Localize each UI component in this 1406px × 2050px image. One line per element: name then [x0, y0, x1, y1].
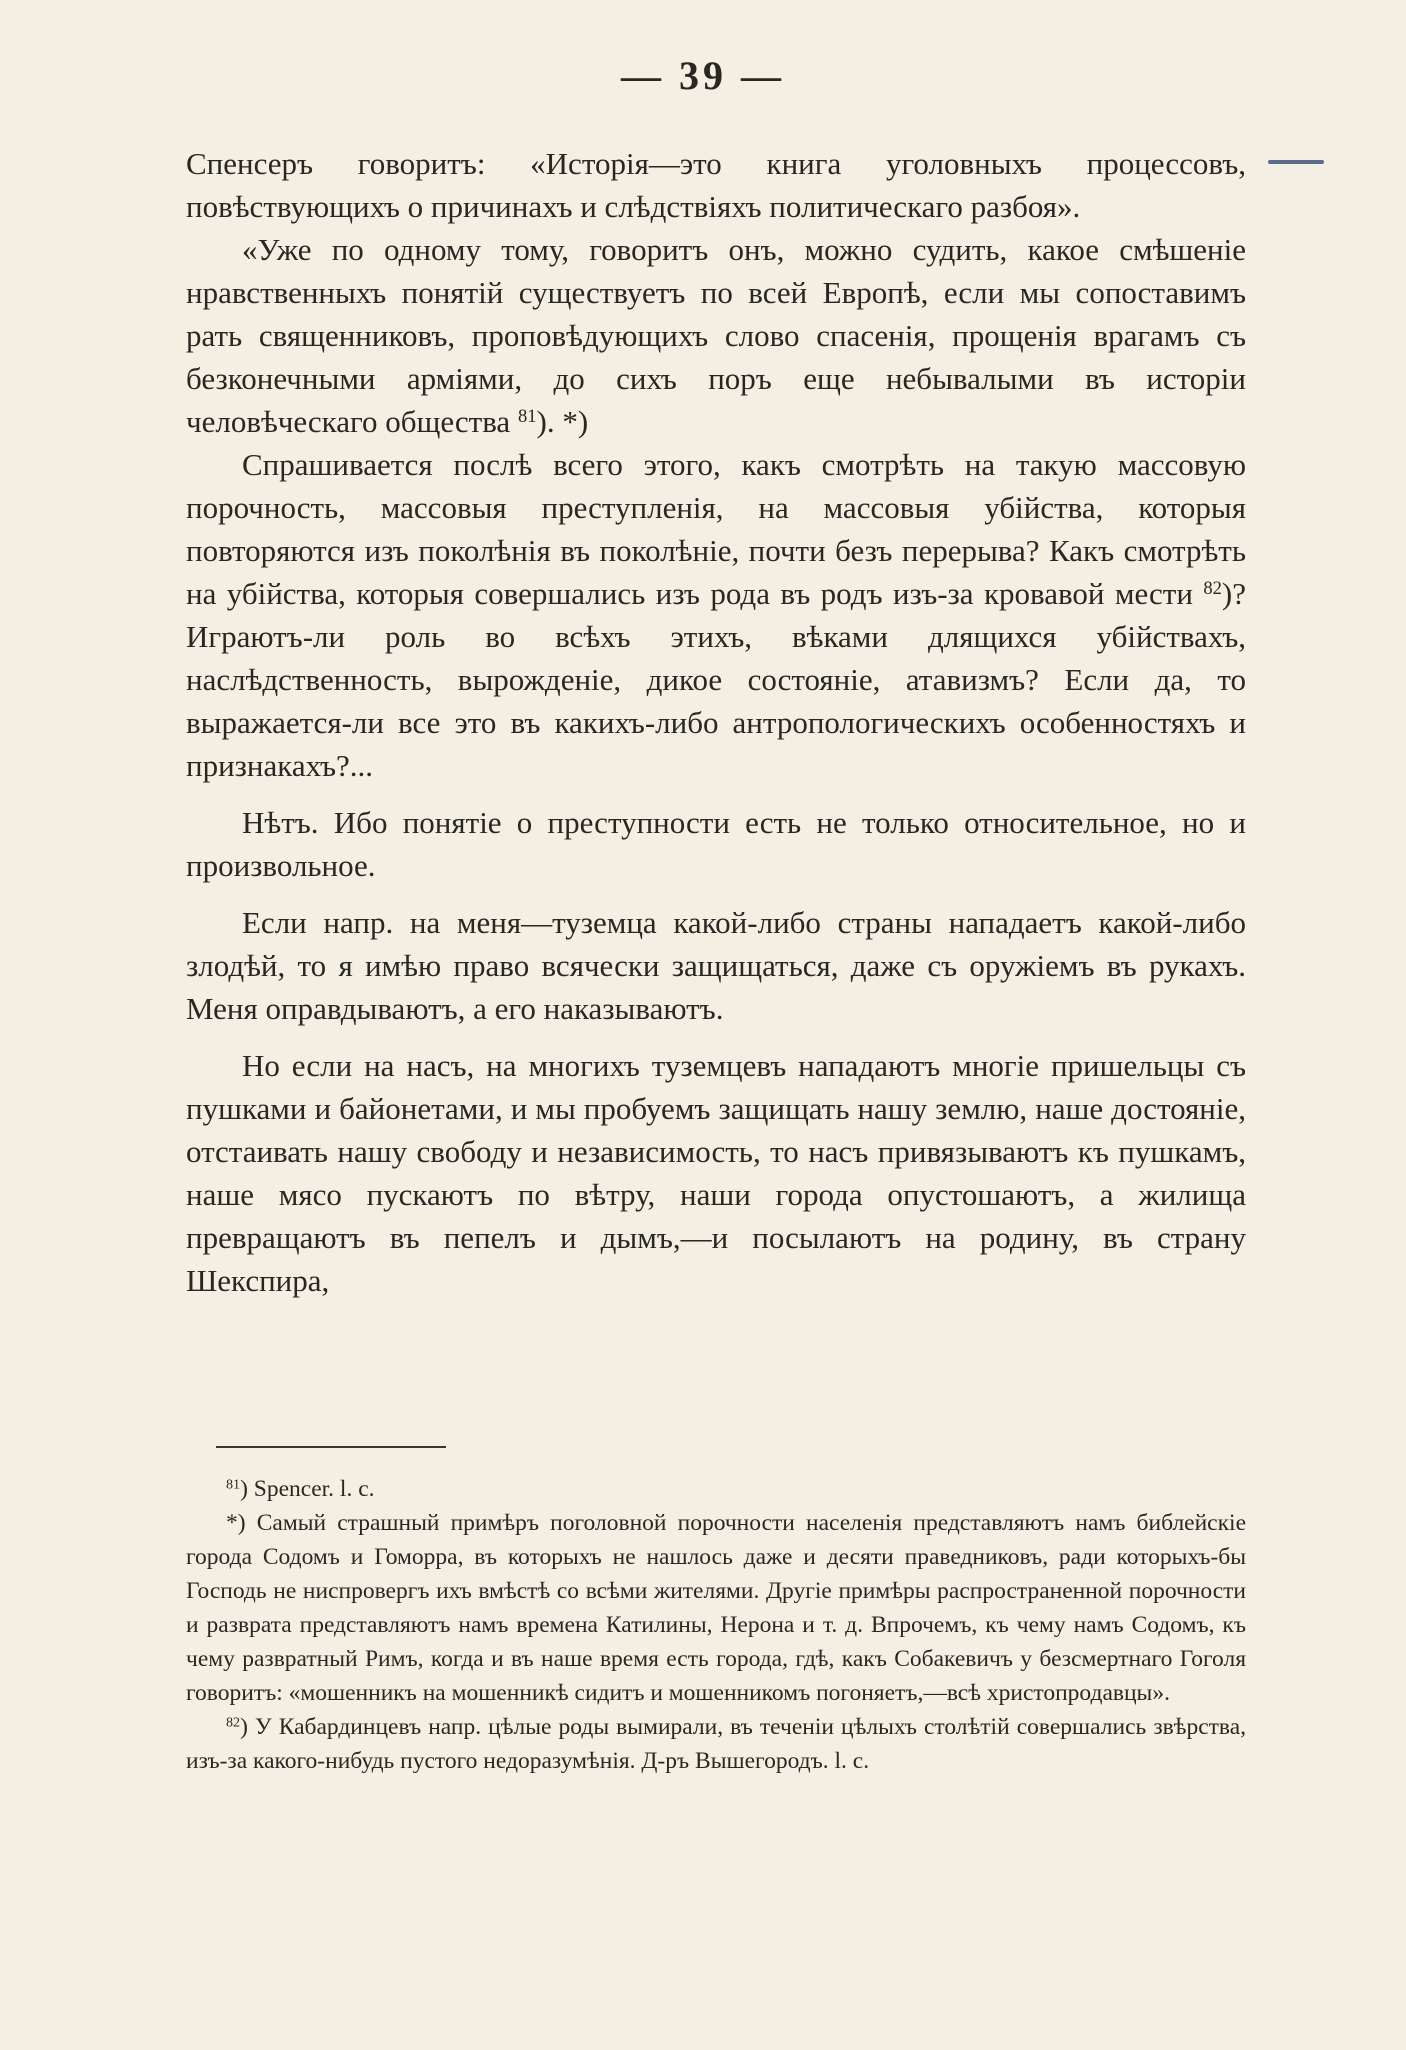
footnote-81-mark: 81: [226, 1476, 241, 1493]
page-number: — 39 —: [621, 53, 785, 98]
paragraph-3-text: Спрашивается послѣ всего этого, какъ смотрѣть на такую массовую порочность, массовыя преступленія, на массовыя убійства, которыя повторяются изъ поколѣнія въ поколѣніе, почти безъ перерыва? Какъ смотрѣть на убійства, которыя совершались изъ рода въ родъ изъ-за кровавой мести: [186, 447, 1246, 611]
footnote-star-text: *) Самый страшный примѣръ поголовной порочности населенія представляютъ намъ библейскіе города Содомъ и Гоморра, въ которыхъ не нашлось даже и десяти праведниковъ, ради которыхъ-бы Господь не ниспровергъ ихъ вмѣстѣ со всѣми жителями. Другіе примѣры распространенной порочности и разврата представляютъ намъ времена Катилины, Нерона и т. д. Впрочемъ, къ чему намъ Содомъ, къ чему развратный Римъ, когда и въ наше время есть города, гдѣ, какъ Собакевичъ у безсмертнаго Гоголя говоритъ: «мошенникъ на мошенникѣ сидитъ и мошенникомъ погоняетъ,—всѣ христопродавцы».: [186, 1510, 1246, 1706]
paragraph-2-tail: ). *): [536, 404, 589, 439]
footnote-82-text: ) У Кабардинцевъ напр. цѣлые роды вымирали, въ теченіи цѣлыхъ столѣтій совершались звѣрства, изъ-за какого-нибудь пустого недоразумѣнія. Д-ръ Вышегородъ. l. c.: [186, 1714, 1246, 1774]
footnote-ref-82: 82: [1203, 577, 1222, 599]
paragraph-4-text: Нѣтъ. Ибо понятіе о преступности есть не только относительное, но и произвольное.: [186, 805, 1246, 883]
body-text: [186, 142, 1246, 1302]
paragraph-4: [186, 801, 1246, 887]
paragraph-1-text: Спенсеръ говоритъ: «Исторія—это книга уголовныхъ процессовъ, повѣствующихъ о причинахъ и слѣдствіяхъ политическаго разбоя».: [186, 146, 1246, 224]
paragraph-6-text: Но если на насъ, на многихъ туземцевъ нападаютъ многіе пришельцы съ пушками и байонетами, и мы пробуемъ защищать нашу землю, наше достояніе, отстаивать нашу свободу и независимость, то насъ привязываютъ къ пушкамъ, наше мясо пускаютъ по вѣтру, наши города опустошаютъ, а жилища превращаютъ въ пепелъ и дымъ,—и посылаютъ на родину, въ страну Шекспира,: [186, 1048, 1246, 1298]
footnote-81-text: ) Spencer. l. c.: [240, 1476, 375, 1502]
footnote-82: [186, 1710, 1246, 1778]
footnote-divider: [216, 1446, 446, 1448]
footnote-ref-81: 81: [517, 405, 537, 427]
paragraph-2: [186, 228, 1246, 443]
paragraph-6: [186, 1044, 1246, 1302]
paragraph-2-text: «Уже по одному тому, говоритъ онъ, можно судить, какое смѣшеніе нравственныхъ понятій существуетъ по всей Европѣ, если мы сопоставимъ рать священниковъ, проповѣдующихъ слово спасенія, прощенія врагамъ съ безконечными арміями, до сихъ поръ еще небывалыми въ исторіи человѣческаго общества: [186, 232, 1246, 439]
footnote-star: [186, 1506, 1246, 1710]
margin-mark: [1268, 160, 1324, 164]
paragraph-5: [186, 901, 1246, 1030]
paragraph-3-tail: )? Играютъ-ли роль во всѣхъ этихъ, вѣками длящихся убійствахъ, наслѣдственность, вырожденіе, дикое состояніе, атавизмъ? Если да, то выражается-ли все это въ какихъ-либо антропологическихъ особенностяхъ и признакахъ?...: [186, 576, 1247, 783]
footnote-82-mark: 82: [226, 1714, 241, 1731]
paragraph-1: [186, 142, 1246, 228]
footnotes: [186, 1472, 1246, 1778]
paragraph-5-text: Если напр. на меня—туземца какой-либо страны нападаетъ какой-либо злодѣй, то я имѣю право всячески защищаться, даже съ оружіемъ въ рукахъ. Меня оправдываютъ, а его наказываютъ.: [186, 905, 1246, 1026]
paragraph-3: [186, 443, 1246, 787]
footnote-81: [186, 1472, 1246, 1506]
